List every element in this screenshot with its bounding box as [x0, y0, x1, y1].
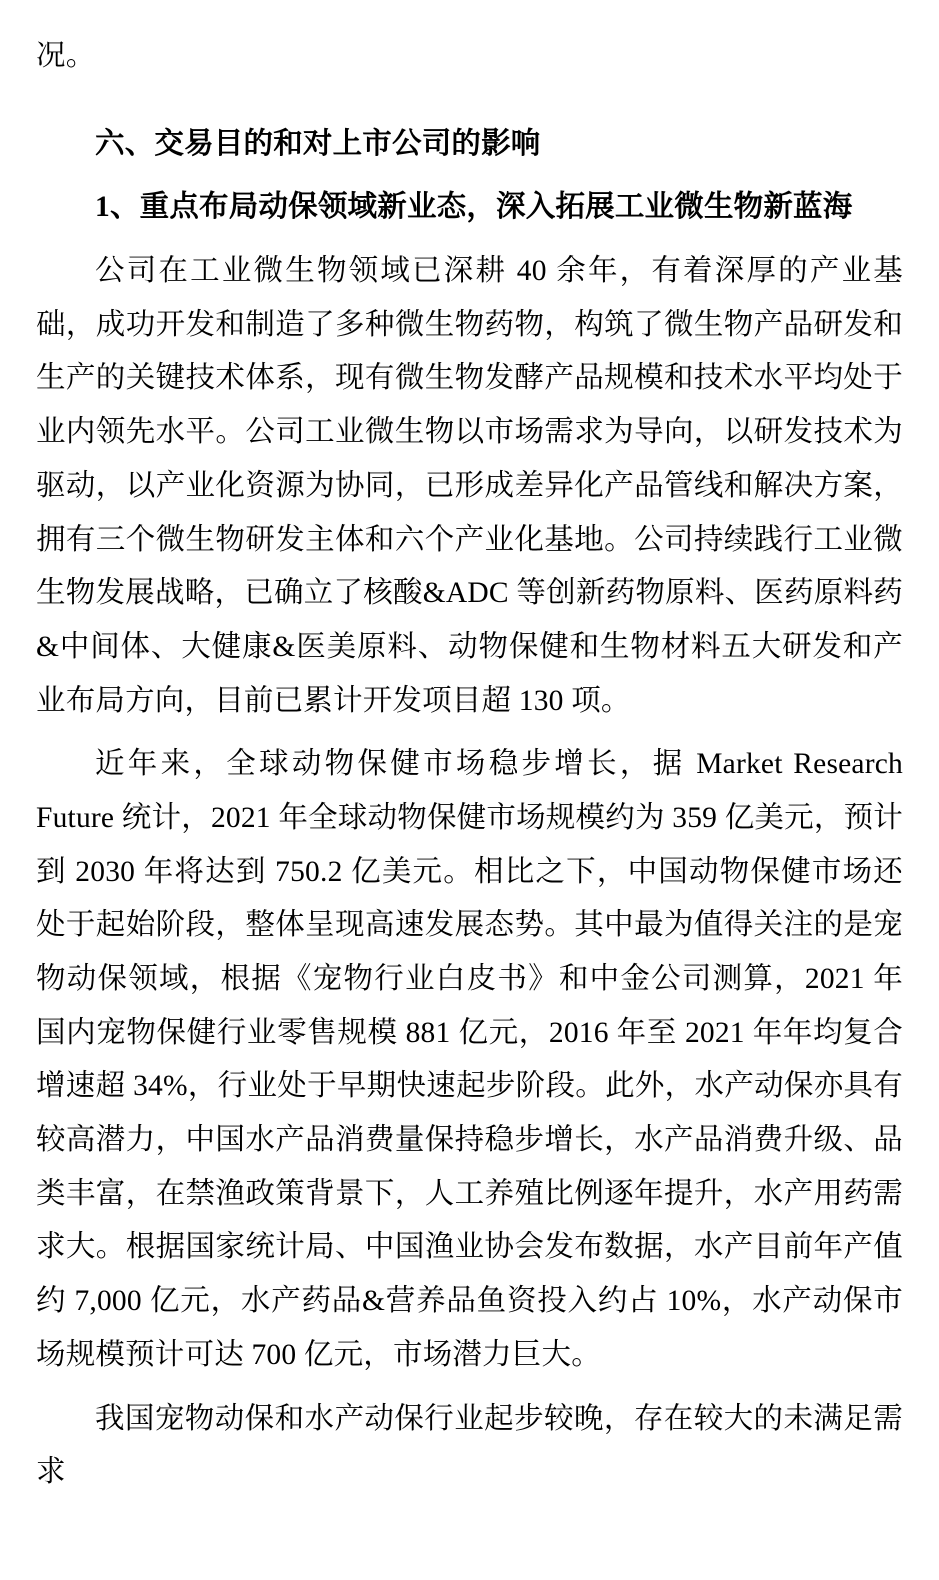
paragraph: 近年来，全球动物保健市场稳步增长，据 Market Research Future 统计，2021 年全球动物保健市场规模约为 359 亿美元，预计到 2030 年将达到 750.2 亿美元。相比之下，中国动物保健市场还处于起始阶段，整体呈现高速发展态势。其中最为值得关注的是宠物动保领域，根据《宠物行业白皮书》和中金公司测算，2021 年国内宠物保健行业零售规模 881 亿元，2016 年至 2021 年年均复合增速超 34%，行业处于早期快速起步阶段。此外，水产动保亦具有较高潜力，中国水产品消费量保持稳步增长，水产品消费升级、品类丰富，在禁渔政策背景下，人工养殖比例逐年提升，水产用药需求大。根据国家统计局、中国渔业协会发布数据，水产目前年产值约 7,000 亿元，水产药品&营养品鱼资投入约占 10%，水产动保市场规模预计可达 700 亿元，市场潜力巨大。	[36, 748, 903, 1371]
spacer	[36, 1383, 903, 1393]
document-body	[36, 30, 903, 1500]
spacer	[36, 728, 903, 738]
continued-line: 况。	[36, 40, 96, 72]
spacer	[36, 235, 903, 245]
spacer	[36, 171, 903, 181]
sub-heading: 1、重点布局动保领域新业态，深入拓展工业微生物新蓝海	[95, 191, 853, 224]
paragraph: 公司在工业微生物领域已深耕 40 余年，有着深厚的产业基础，成功开发和制造了多种微生物药物，构筑了微生物产品研发和生产的关键技术体系，现有微生物发酵产品规模和技术水平均处于业内领先水平。公司工业微生物以市场需求为导向，以研发技术为驱动，以产业化资源为协同，已形成差异化产品管线和解决方案，拥有三个微生物研发主体和六个产业化基地。公司持续践行工业微生物发展战略，已确立了核酸&ADC 等创新药物原料、医药原料药&中间体、大健康&医美原料、动物保健和生物材料五大研发和产业布局方向，目前已累计开发项目超 130 项。	[36, 255, 903, 717]
section-heading: 六、交易目的和对上市公司的影响	[95, 127, 541, 160]
spacer	[36, 84, 903, 118]
paragraph: 我国宠物动保和水产动保行业起步较晚，存在较大的未满足需求	[36, 1402, 903, 1489]
